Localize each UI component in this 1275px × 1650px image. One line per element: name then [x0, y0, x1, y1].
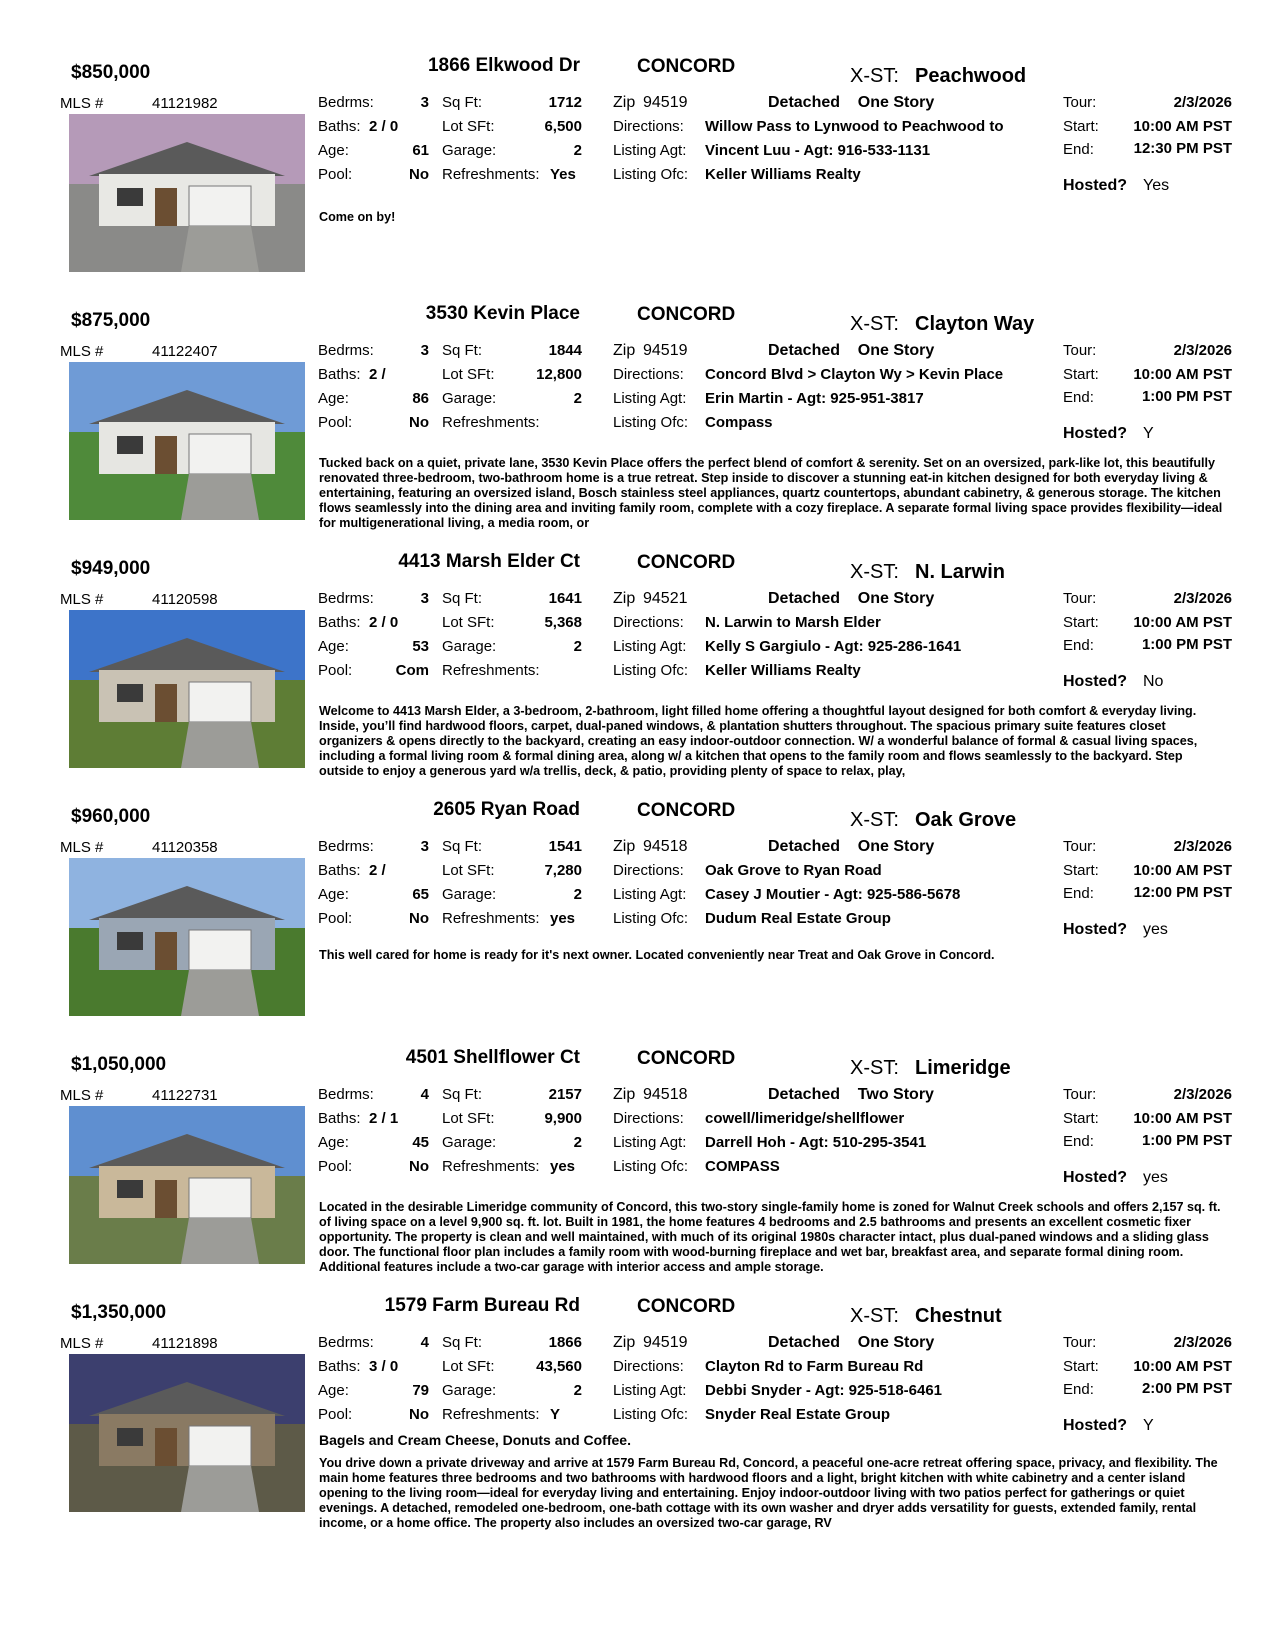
- baths-value: 2 / 0: [369, 118, 399, 135]
- listing-photo[interactable]: [69, 1354, 305, 1512]
- listing-photo[interactable]: [69, 858, 305, 1016]
- refreshments-label: Refreshments:: [442, 414, 540, 431]
- age-value: 53: [412, 638, 429, 655]
- baths-label: Baths:: [318, 614, 361, 631]
- cross-street-value: Clayton Way: [915, 313, 1035, 335]
- cross-street-label: X-ST:: [850, 65, 899, 87]
- listing-agent-value[interactable]: Casey J Moutier - Agt: 925-586-5678: [705, 886, 961, 903]
- listing-price: $949,000: [71, 558, 151, 579]
- property-type: Detached One Story: [768, 94, 935, 111]
- lot-label: Lot SFt:: [442, 118, 495, 135]
- age-label: Age:: [318, 142, 349, 159]
- refreshments-label: Refreshments:: [442, 1158, 540, 1175]
- mls-label: MLS #: [60, 343, 104, 360]
- property-type: Detached One Story: [768, 838, 935, 855]
- tour-date: 2/3/2026: [1173, 1086, 1232, 1103]
- baths-value: 2 / 0: [369, 614, 399, 631]
- zip-label: Zip: [613, 1334, 636, 1351]
- age-label: Age:: [318, 1134, 349, 1151]
- refreshments-label: Refreshments:: [442, 166, 540, 183]
- age-label: Age:: [318, 638, 349, 655]
- listing-office-value: Keller Williams Realty: [705, 662, 861, 679]
- directions-label: Directions:: [613, 1358, 684, 1375]
- listing-remarks: You drive down a private driveway and arrive at 1579 Farm Bureau Rd, Concord, a peaceful one-acre retreat offering space, privacy, and flexibility. The main home features three bedrooms and two bathrooms with hardwood floors and a light, bright kitchen with white cabinetry and a center island opening to the living room—ideal for everyday living and entertaining. Enjoy indoor-outdoor living with two patios perfect for gatherings or quiet evenings. A detached, remodeled one-bedroom, one-bath cottage with its own washer and dryer adds versatility for guests, extended family, rental income, or a home office. The property also includes an oversized two-car garage, RV: [319, 1456, 1218, 1530]
- listing-agent-label: Listing Agt:: [613, 1134, 687, 1151]
- pool-label: Pool:: [318, 414, 353, 431]
- listing-price: $850,000: [71, 62, 151, 83]
- directions-label: Directions:: [613, 862, 684, 879]
- bedrooms-value: 3: [420, 94, 429, 111]
- listing-city: CONCORD: [637, 1048, 736, 1069]
- baths-value: 2 /: [369, 862, 386, 879]
- start-time: 10:00 AM PST: [1133, 614, 1232, 631]
- pool-label: Pool:: [318, 1406, 353, 1423]
- pool-value: No: [409, 1406, 429, 1423]
- listing-photo[interactable]: [69, 610, 305, 768]
- sqft-label: Sq Ft:: [442, 838, 483, 855]
- zip-label: Zip: [613, 1086, 636, 1103]
- hosted-value: Y: [1143, 425, 1154, 442]
- end-time: 12:00 PM PST: [1133, 884, 1232, 901]
- refreshments-label: Refreshments:: [442, 662, 540, 679]
- sqft-label: Sq Ft:: [442, 342, 483, 359]
- sqft-label: Sq Ft:: [442, 94, 483, 111]
- mls-label: MLS #: [60, 1087, 104, 1104]
- pool-value: No: [409, 910, 429, 927]
- listing-city: CONCORD: [637, 552, 736, 573]
- cross-street-label: X-ST:: [850, 561, 899, 583]
- lot-label: Lot SFt:: [442, 366, 495, 383]
- lot-label: Lot SFt:: [442, 1110, 495, 1127]
- cross-street-label: X-ST:: [850, 313, 899, 335]
- start-time: 10:00 AM PST: [1133, 1358, 1232, 1375]
- listing-address[interactable]: 2605 Ryan Road: [433, 799, 580, 820]
- tour-label: Tour:: [1063, 1086, 1097, 1103]
- sqft-value: 1541: [548, 838, 582, 855]
- end-label: End:: [1063, 141, 1094, 158]
- refreshments-value: Yes: [550, 166, 576, 183]
- hosted-label: Hosted?: [1063, 177, 1127, 194]
- garage-label: Garage:: [442, 638, 497, 655]
- start-label: Start:: [1063, 862, 1099, 879]
- directions-label: Directions:: [613, 366, 684, 383]
- bedrooms-label: Bedrms:: [318, 590, 374, 607]
- garage-label: Garage:: [442, 1134, 497, 1151]
- age-value: 61: [412, 142, 429, 159]
- listing-office-label: Listing Ofc:: [613, 1158, 689, 1175]
- listing-remarks: Located in the desirable Limeridge community of Concord, this two-story single-family home is zoned for Walnut Creek schools and offers 2,157 sq. ft. of living space on a level 9,900 sq. ft. lot. Built in 1981, the home features 4 bedrooms and 2.5 bathrooms and presents an excellent cosmetic fixer opportunity. The property is clean and well maintained, with much of its original 1980s character intact, plus dual-paned windows and a sliding glass door. The functional floor plan includes a family room with wood-burning fireplace and wet bar, breakfast area, and separate formal dining room. Additional features include a two-car garage with interior access and ample storage.: [319, 1200, 1221, 1274]
- end-time: 2:00 PM PST: [1141, 1380, 1232, 1397]
- listing-card: [0, 298, 1275, 556]
- listing-address[interactable]: 4501 Shellflower Ct: [405, 1047, 580, 1068]
- listing-address[interactable]: 3530 Kevin Place: [425, 303, 580, 324]
- pool-value: Com: [395, 662, 429, 679]
- garage-value: 2: [573, 638, 582, 655]
- zip-value: 94519: [643, 342, 688, 359]
- tour-date: 2/3/2026: [1173, 590, 1232, 607]
- listing-card: [0, 546, 1275, 804]
- bedrooms-value: 4: [420, 1334, 429, 1351]
- listing-office-label: Listing Ofc:: [613, 910, 689, 927]
- end-time: 1:00 PM PST: [1141, 388, 1232, 405]
- listing-office-value: Snyder Real Estate Group: [705, 1406, 891, 1423]
- zip-label: Zip: [613, 94, 636, 111]
- start-label: Start:: [1063, 1358, 1099, 1375]
- start-label: Start:: [1063, 366, 1099, 383]
- age-value: 45: [412, 1134, 429, 1151]
- sqft-label: Sq Ft:: [442, 1086, 483, 1103]
- listing-photo[interactable]: [69, 362, 305, 520]
- listing-office-value: Keller Williams Realty: [705, 166, 861, 183]
- hosted-value: yes: [1143, 921, 1168, 938]
- baths-value: 2 /: [369, 366, 386, 383]
- refreshments-label: Refreshments:: [442, 1406, 540, 1423]
- baths-value: 2 / 1: [369, 1110, 399, 1127]
- hosted-value: No: [1143, 673, 1164, 690]
- end-label: End:: [1063, 637, 1094, 654]
- mls-number: 41122731: [152, 1087, 218, 1104]
- bedrooms-label: Bedrms:: [318, 1334, 374, 1351]
- cross-street-label: X-ST:: [850, 809, 899, 831]
- listing-city: CONCORD: [637, 304, 736, 325]
- listing-city: CONCORD: [637, 800, 736, 821]
- pool-value: No: [409, 166, 429, 183]
- refreshments-label: Refreshments:: [442, 910, 540, 927]
- bedrooms-label: Bedrms:: [318, 94, 374, 111]
- refreshment-note: Bagels and Cream Cheese, Donuts and Coffee.: [319, 1432, 631, 1448]
- pool-label: Pool:: [318, 166, 353, 183]
- lot-value: 12,800: [536, 366, 582, 383]
- mls-number: 41121898: [152, 1335, 218, 1352]
- listing-office-value: Dudum Real Estate Group: [705, 910, 891, 927]
- listing-office-value: COMPASS: [705, 1158, 780, 1175]
- zip-value: 94521: [643, 590, 688, 607]
- pool-value: No: [409, 414, 429, 431]
- bedrooms-value: 4: [420, 1086, 429, 1103]
- garage-value: 2: [573, 1134, 582, 1151]
- hosted-label: Hosted?: [1063, 1417, 1127, 1434]
- lot-value: 7,280: [544, 862, 582, 879]
- listing-office-label: Listing Ofc:: [613, 166, 689, 183]
- listing-agent-value[interactable]: Vincent Luu - Agt: 916-533-1131: [705, 142, 931, 159]
- age-label: Age:: [318, 390, 349, 407]
- baths-value: 3 / 0: [369, 1358, 399, 1375]
- lot-value: 9,900: [544, 1110, 582, 1127]
- bedrooms-label: Bedrms:: [318, 1086, 374, 1103]
- lot-value: 43,560: [536, 1358, 582, 1375]
- zip-label: Zip: [613, 342, 636, 359]
- end-time: 12:30 PM PST: [1133, 140, 1232, 157]
- refreshments-value: yes: [550, 1158, 576, 1175]
- tour-label: Tour:: [1063, 342, 1097, 359]
- listing-city: CONCORD: [637, 1296, 736, 1317]
- lot-label: Lot SFt:: [442, 1358, 495, 1375]
- directions-value: Clayton Rd to Farm Bureau Rd: [705, 1358, 924, 1375]
- bedrooms-label: Bedrms:: [318, 342, 374, 359]
- listing-office-label: Listing Ofc:: [613, 662, 689, 679]
- listing-card: [0, 1042, 1275, 1300]
- age-value: 65: [412, 886, 429, 903]
- baths-label: Baths:: [318, 366, 361, 383]
- tour-label: Tour:: [1063, 94, 1097, 111]
- pool-label: Pool:: [318, 1158, 353, 1175]
- property-type: Detached One Story: [768, 1334, 935, 1351]
- property-type: Detached One Story: [768, 590, 935, 607]
- pool-label: Pool:: [318, 662, 353, 679]
- listing-photo[interactable]: [69, 1106, 305, 1264]
- garage-label: Garage:: [442, 886, 497, 903]
- zip-value: 94519: [643, 1334, 688, 1351]
- mls-number: 41121982: [152, 95, 218, 112]
- garage-label: Garage:: [442, 390, 497, 407]
- tour-date: 2/3/2026: [1173, 1334, 1232, 1351]
- refreshments-value: yes: [550, 910, 576, 927]
- tour-label: Tour:: [1063, 838, 1097, 855]
- baths-label: Baths:: [318, 1110, 361, 1127]
- directions-value: Willow Pass to Lynwood to Peachwood to: [705, 118, 1004, 135]
- cross-street-value: Peachwood: [915, 65, 1027, 87]
- garage-value: 2: [573, 886, 582, 903]
- age-label: Age:: [318, 886, 349, 903]
- mls-label: MLS #: [60, 95, 104, 112]
- sqft-value: 1712: [548, 94, 582, 111]
- bedrooms-value: 3: [420, 838, 429, 855]
- mls-number: 41120358: [152, 839, 218, 856]
- listing-city: CONCORD: [637, 56, 736, 77]
- mls-number: 41122407: [152, 343, 218, 360]
- start-label: Start:: [1063, 614, 1099, 631]
- cross-street-label: X-ST:: [850, 1305, 899, 1327]
- age-label: Age:: [318, 1382, 349, 1399]
- bedrooms-label: Bedrms:: [318, 838, 374, 855]
- directions-value: cowell/limeridge/shellflower: [705, 1110, 905, 1127]
- listing-remarks: Welcome to 4413 Marsh Elder, a 3-bedroom, 2-bathroom, light filled home offering a thoughtful layout designed for both comfort & everyday living. Inside, you’ll find hardwood floors, carpet, dual-paned windows, & plantation shutters throughout. The spacious primary suite features closet organizers & opens directly to the backyard, creating an easy indoor-outdoor connection. W/ a wonderful balance of formal & casual living spaces, including a formal living room & formal dining area, along w/ a kitchen that opens to the family room and flows seamlessly to the backyard. Step outside to enjoy a generous yard w/a trellis, deck, & patio, providing plenty of space to relax, play,: [319, 704, 1198, 778]
- sqft-value: 2157: [548, 1086, 582, 1103]
- baths-label: Baths:: [318, 118, 361, 135]
- directions-label: Directions:: [613, 118, 684, 135]
- garage-label: Garage:: [442, 1382, 497, 1399]
- listing-address[interactable]: 1579 Farm Bureau Rd: [384, 1295, 580, 1316]
- listing-agent-label: Listing Agt:: [613, 1382, 687, 1399]
- listing-card: [0, 794, 1275, 1052]
- listing-office-label: Listing Ofc:: [613, 1406, 689, 1423]
- listing-agent-label: Listing Agt:: [613, 390, 687, 407]
- listing-agent-value[interactable]: Darrell Hoh - Agt: 510-295-3541: [705, 1134, 927, 1151]
- tour-date: 2/3/2026: [1173, 342, 1232, 359]
- tour-label: Tour:: [1063, 1334, 1097, 1351]
- start-time: 10:00 AM PST: [1133, 1110, 1232, 1127]
- sqft-label: Sq Ft:: [442, 1334, 483, 1351]
- start-time: 10:00 AM PST: [1133, 862, 1232, 879]
- listing-agent-label: Listing Agt:: [613, 142, 687, 159]
- zip-value: 94519: [643, 94, 688, 111]
- garage-value: 2: [573, 390, 582, 407]
- start-time: 10:00 AM PST: [1133, 118, 1232, 135]
- listing-agent-label: Listing Agt:: [613, 638, 687, 655]
- end-label: End:: [1063, 1133, 1094, 1150]
- property-type: Detached One Story: [768, 342, 935, 359]
- directions-label: Directions:: [613, 614, 684, 631]
- zip-label: Zip: [613, 838, 636, 855]
- hosted-value: yes: [1143, 1169, 1168, 1186]
- listing-price: $875,000: [71, 310, 151, 331]
- directions-value: Concord Blvd > Clayton Wy > Kevin Place: [705, 366, 1004, 383]
- listing-agent-label: Listing Agt:: [613, 886, 687, 903]
- cross-street-value: Limeridge: [915, 1057, 1011, 1079]
- hosted-label: Hosted?: [1063, 425, 1127, 442]
- hosted-value: Yes: [1143, 177, 1170, 194]
- baths-label: Baths:: [318, 862, 361, 879]
- lot-label: Lot SFt:: [442, 614, 495, 631]
- mls-label: MLS #: [60, 591, 104, 608]
- zip-label: Zip: [613, 590, 636, 607]
- listing-remarks: Tucked back on a quiet, private lane, 3530 Kevin Place offers the perfect blend of comfort & serenity. Set on an oversized, park-like lot, this beautifully renovated three-bedroom, two-bathroom home is a true retreat. Step inside to discover a stunning eat-in kitchen designed for both everyday living & entertaining, featuring an oversized island, Bosch stainless steel appliances, quartz countertops, abundant cabinetry, & generous storage. The kitchen flows seamlessly into the dining area and inviting family room, complete with a cozy fireplace. A separate formal living space provides flexibility—ideal for multigenerational living, a media room, or: [319, 456, 1223, 530]
- cross-street-value: N. Larwin: [915, 561, 1006, 583]
- end-time: 1:00 PM PST: [1141, 1132, 1232, 1149]
- end-label: End:: [1063, 1381, 1094, 1398]
- hosted-value: Y: [1143, 1417, 1154, 1434]
- lot-value: 5,368: [544, 614, 582, 631]
- sqft-value: 1866: [548, 1334, 582, 1351]
- age-value: 86: [412, 390, 429, 407]
- directions-value: N. Larwin to Marsh Elder: [705, 614, 881, 631]
- end-time: 1:00 PM PST: [1141, 636, 1232, 653]
- start-label: Start:: [1063, 1110, 1099, 1127]
- listing-price: $1,050,000: [71, 1054, 167, 1075]
- bedrooms-value: 3: [420, 342, 429, 359]
- cross-street-value: Oak Grove: [915, 809, 1017, 831]
- listing-remarks: Come on by!: [319, 210, 396, 224]
- property-type: Detached Two Story: [768, 1086, 934, 1103]
- end-label: End:: [1063, 885, 1094, 902]
- refreshments-value: Y: [550, 1406, 561, 1423]
- garage-label: Garage:: [442, 142, 497, 159]
- cross-street-value: Chestnut: [915, 1305, 1002, 1327]
- mls-number: 41120598: [152, 591, 218, 608]
- listing-price: $960,000: [71, 806, 151, 827]
- hosted-label: Hosted?: [1063, 673, 1127, 690]
- listing-agent-value[interactable]: Debbi Snyder - Agt: 925-518-6461: [705, 1382, 943, 1399]
- pool-label: Pool:: [318, 910, 353, 927]
- listing-address[interactable]: 4413 Marsh Elder Ct: [398, 551, 580, 572]
- listing-office-label: Listing Ofc:: [613, 414, 689, 431]
- age-value: 79: [412, 1382, 429, 1399]
- listing-photo[interactable]: [69, 114, 305, 272]
- lot-label: Lot SFt:: [442, 862, 495, 879]
- listing-price: $1,350,000: [71, 1302, 167, 1323]
- cross-street-label: X-ST:: [850, 1057, 899, 1079]
- listing-office-value: Compass: [705, 414, 773, 431]
- end-label: End:: [1063, 389, 1094, 406]
- mls-label: MLS #: [60, 1335, 104, 1352]
- tour-date: 2/3/2026: [1173, 94, 1232, 111]
- listing-card: [0, 1290, 1275, 1548]
- tour-date: 2/3/2026: [1173, 838, 1232, 855]
- garage-value: 2: [573, 142, 582, 159]
- directions-value: Oak Grove to Ryan Road: [705, 862, 882, 879]
- listing-address[interactable]: 1866 Elkwood Dr: [427, 55, 580, 76]
- tour-label: Tour:: [1063, 590, 1097, 607]
- zip-value: 94518: [643, 1086, 688, 1103]
- lot-value: 6,500: [544, 118, 582, 135]
- directions-label: Directions:: [613, 1110, 684, 1127]
- bedrooms-value: 3: [420, 590, 429, 607]
- mls-label: MLS #: [60, 839, 104, 856]
- sqft-label: Sq Ft:: [442, 590, 483, 607]
- listing-remarks: This well cared for home is ready for it's next owner. Located conveniently near Treat and Oak Grove in Concord.: [319, 948, 995, 962]
- zip-value: 94518: [643, 838, 688, 855]
- sqft-value: 1641: [548, 590, 582, 607]
- pool-value: No: [409, 1158, 429, 1175]
- sqft-value: 1844: [548, 342, 582, 359]
- listing-card: [0, 50, 1275, 308]
- baths-label: Baths:: [318, 1358, 361, 1375]
- listing-agent-value[interactable]: Erin Martin - Agt: 925-951-3817: [705, 390, 924, 407]
- hosted-label: Hosted?: [1063, 1169, 1127, 1186]
- start-time: 10:00 AM PST: [1133, 366, 1232, 383]
- start-label: Start:: [1063, 118, 1099, 135]
- garage-value: 2: [573, 1382, 582, 1399]
- hosted-label: Hosted?: [1063, 921, 1127, 938]
- listing-agent-value[interactable]: Kelly S Gargiulo - Agt: 925-286-1641: [705, 638, 962, 655]
